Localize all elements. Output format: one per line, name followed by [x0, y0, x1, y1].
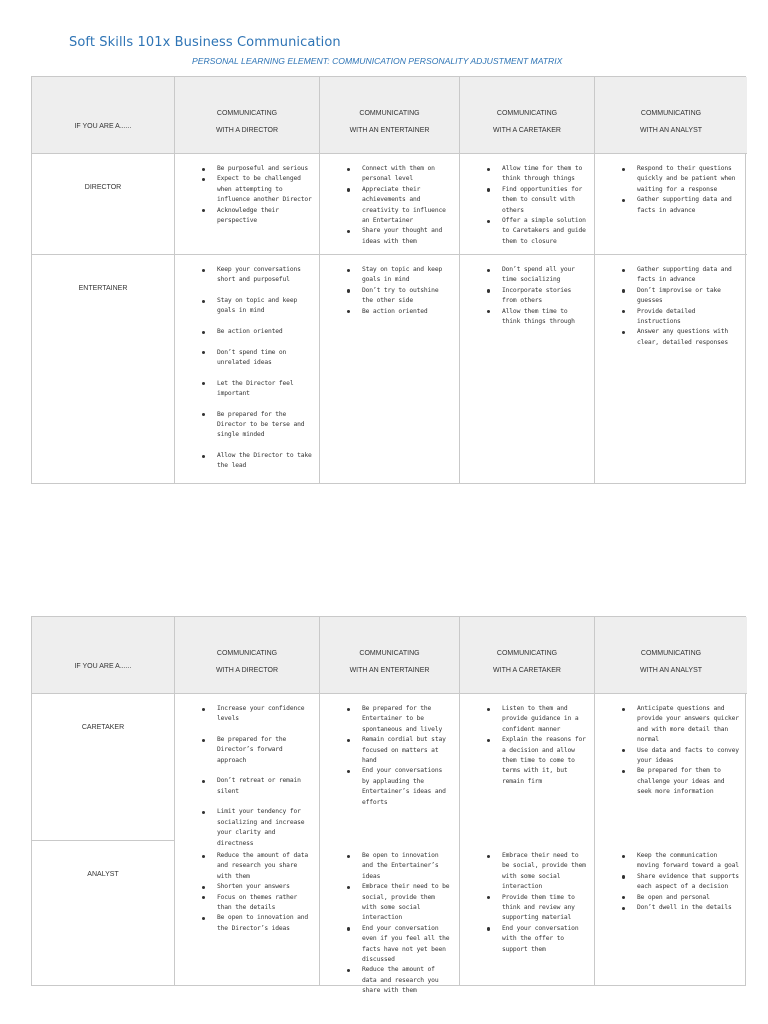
bullet-list — [477, 164, 588, 247]
bullet-item: Don’t dwell in the details — [612, 903, 741, 913]
bullet-list — [612, 265, 741, 348]
bullet-item: Don’t try to outshine the other side — [337, 286, 453, 307]
bullet-item: Allow the Director to take the lead — [192, 451, 313, 472]
bullet-list — [477, 704, 588, 787]
bullet-list — [192, 164, 313, 226]
row-label-cell — [32, 154, 175, 255]
bullet-item: Respond to their questions quickly and be patient when waiting for a response — [612, 164, 741, 195]
bullet-item: Use data and facts to convey your ideas — [612, 746, 741, 767]
bullet-item: Gather supporting data and facts in advance — [612, 195, 741, 216]
bullet-item: Embrace their need to be social, provide them with some social interaction — [477, 851, 588, 893]
bullet-item: Offer a simple solution to Caretakers and guide them to closure — [477, 216, 588, 247]
bullet-item: Don’t spend all your time socializing — [477, 265, 588, 286]
bullet-item: Keep your conversations short and purposeful — [192, 265, 313, 286]
bullet-item: Be prepared for the Director to be terse and single minded — [192, 410, 313, 441]
bullet-list — [192, 265, 313, 472]
column-header-line1: COMMUNICATING — [359, 650, 420, 657]
bullet-item: Be action oriented — [337, 307, 453, 317]
bullet-item: Embrace their need to be social, provide them with some social interaction — [337, 882, 453, 924]
matrix-table-2 — [31, 616, 746, 995]
bullet-item: Don’t retreat or remain silent — [192, 776, 313, 797]
row-label: ANALYST — [87, 871, 119, 878]
column-header-line2: WITH AN ANALYST — [639, 127, 703, 134]
bullet-item: Be open and personal — [612, 893, 741, 903]
bullet-item: Stay on topic and keep goals in mind — [192, 296, 313, 317]
matrix-cell — [320, 841, 460, 995]
bullet-item: Be open to innovation and the Entertainer’s ideas — [337, 851, 453, 882]
bullet-item: Limit your tendency for socializing and increase your clarity and directness — [192, 807, 313, 849]
bullet-item: Focus on themes rather than the details — [192, 893, 313, 914]
bullet-item: Acknowledge their perspective — [192, 206, 313, 227]
matrix-cell — [595, 694, 747, 841]
bullet-list — [612, 851, 741, 913]
bullet-list — [192, 851, 313, 934]
bullet-item: End your conversation with the offer to support them — [477, 924, 588, 955]
bullet-list — [337, 265, 453, 317]
column-header-line2: WITH A DIRECTOR — [215, 667, 279, 674]
document-subtitle: PERSONAL LEARNING ELEMENT: COMMUNICATION PERSONALITY ADJUSTMENT MATRIX — [192, 56, 563, 66]
column-header — [460, 105, 594, 139]
row-label: CARETAKER — [81, 724, 125, 731]
bullet-item: Anticipate questions and provide your answers quicker and with more detail than normal — [612, 704, 741, 746]
bullet-item: Allow them time to think things through — [477, 307, 588, 328]
bullet-item: End your conversation even if you feel all the facts have not yet been discussed — [337, 924, 453, 966]
matrix-cell — [460, 154, 595, 255]
bullet-item: Let the Director feel important — [192, 379, 313, 400]
matrix-cell — [175, 154, 320, 255]
bullet-item: Be prepared for them to challenge your ideas and seek more information — [612, 766, 741, 797]
bullet-item: Keep the communication moving forward toward a goal — [612, 851, 741, 872]
column-header-line1: COMMUNICATING — [640, 110, 702, 117]
matrix-cell — [595, 255, 747, 483]
corner-header-cell — [32, 617, 175, 694]
bullet-item: Be prepared for the Director’s forward approach — [192, 735, 313, 766]
column-header-line1: COMMUNICATING — [640, 650, 702, 657]
bullet-item: Connect with them on personal level — [337, 164, 453, 185]
bullet-item: Remain cordial but stay focused on matters at hand — [337, 735, 453, 766]
bullet-item: Don’t improvise or take guesses — [612, 286, 741, 307]
column-header-line2: WITH A CARETAKER — [493, 667, 561, 674]
column-header-cell — [175, 77, 320, 154]
bullet-item: Be action oriented — [192, 327, 313, 337]
matrix-table-1 — [31, 76, 746, 484]
column-header-cell — [320, 617, 460, 694]
bullet-item: Answer any questions with clear, detailed responses — [612, 327, 741, 348]
matrix-cell — [595, 841, 747, 985]
column-header-line2: WITH A CARETAKER — [493, 127, 561, 134]
row-label: DIRECTOR — [84, 184, 122, 191]
bullet-item: Provide detailed instructions — [612, 307, 741, 328]
column-header-cell — [460, 77, 595, 154]
bullet-list — [337, 704, 453, 808]
column-header-cell — [460, 617, 595, 694]
bullet-list — [477, 265, 588, 327]
bullet-list — [337, 851, 453, 997]
column-header — [595, 105, 747, 139]
row-label-cell — [32, 255, 175, 483]
matrix-cell — [320, 694, 460, 841]
column-header-line2: WITH AN ENTERTAINER — [349, 127, 430, 134]
bullet-item: Provide them time to think and review any supporting material — [477, 893, 588, 924]
row-label-cell — [32, 694, 175, 841]
bullet-list — [612, 704, 741, 798]
corner-header-cell — [32, 77, 175, 154]
column-header-cell — [595, 617, 747, 694]
bullet-item: Find opportunities for them to consult with others — [477, 185, 588, 216]
column-header-line2: WITH A DIRECTOR — [215, 127, 279, 134]
column-header-cell — [320, 77, 460, 154]
column-header — [175, 105, 319, 139]
matrix-cell — [460, 841, 595, 985]
column-header-line1: COMMUNICATING — [496, 110, 558, 117]
column-header-line1: COMMUNICATING — [359, 110, 420, 117]
matrix-cell — [175, 841, 320, 985]
column-header-cell — [175, 617, 320, 694]
bullet-item: Gather supporting data and facts in advance — [612, 265, 741, 286]
bullet-item: Allow time for them to think through things — [477, 164, 588, 185]
corner-header-label: IF YOU ARE A...... — [74, 123, 132, 130]
bullet-item: Share your thought and ideas with them — [337, 226, 453, 247]
bullet-item: Shorten your answers — [192, 882, 313, 892]
bullet-item: Appreciate their achievements and creativity to influence an Entertainer — [337, 185, 453, 227]
matrix-cell — [595, 154, 747, 255]
column-header-cell — [595, 77, 747, 154]
column-header — [175, 645, 319, 679]
bullet-list — [477, 851, 588, 955]
column-header — [595, 645, 747, 679]
bullet-item: Be open to innovation and the Director’s ideas — [192, 913, 313, 934]
bullet-item: Reduce the amount of data and research you share with them — [192, 851, 313, 882]
document-title: Soft Skills 101x Business Communication — [69, 35, 341, 50]
matrix-cell — [460, 694, 595, 841]
bullet-item: Be prepared for the Entertainer to be spontaneous and lively — [337, 704, 453, 735]
bullet-list — [612, 164, 741, 216]
column-header-line2: WITH AN ANALYST — [639, 667, 703, 674]
column-header-line1: COMMUNICATING — [496, 650, 558, 657]
bullet-list — [337, 164, 453, 247]
matrix-cell — [175, 255, 320, 483]
matrix-cell — [460, 255, 595, 483]
bullet-item: Be purposeful and serious — [192, 164, 313, 174]
bullet-item: Share evidence that supports each aspect of a decision — [612, 872, 741, 893]
matrix-cell — [175, 694, 320, 847]
bullet-item: Don’t spend time on unrelated ideas — [192, 348, 313, 369]
bullet-item: Reduce the amount of data and research you share with them — [337, 965, 453, 996]
row-label: ENTERTAINER — [78, 285, 128, 292]
column-header — [460, 645, 594, 679]
matrix-cell — [320, 154, 460, 255]
matrix-cell — [320, 255, 460, 483]
column-header — [320, 645, 459, 679]
row-label-cell — [32, 841, 175, 985]
bullet-list — [192, 704, 313, 849]
column-header-line2: WITH AN ENTERTAINER — [349, 667, 430, 674]
column-header-line1: COMMUNICATING — [216, 650, 278, 657]
bullet-item: Explain the reasons for a decision and allow them time to come to terms with it, but remain firm — [477, 735, 588, 787]
column-header-line1: COMMUNICATING — [216, 110, 278, 117]
corner-header-label: IF YOU ARE A...... — [74, 663, 132, 670]
bullet-item: End your conversations by applauding the Entertainer’s ideas and efforts — [337, 766, 453, 808]
bullet-item: Incorporate stories from others — [477, 286, 588, 307]
bullet-item: Increase your confidence levels — [192, 704, 313, 725]
bullet-item: Stay on topic and keep goals in mind — [337, 265, 453, 286]
column-header — [320, 105, 459, 139]
bullet-item: Listen to them and provide guidance in a confident manner — [477, 704, 588, 735]
bullet-item: Expect to be challenged when attempting to influence another Director — [192, 174, 313, 205]
